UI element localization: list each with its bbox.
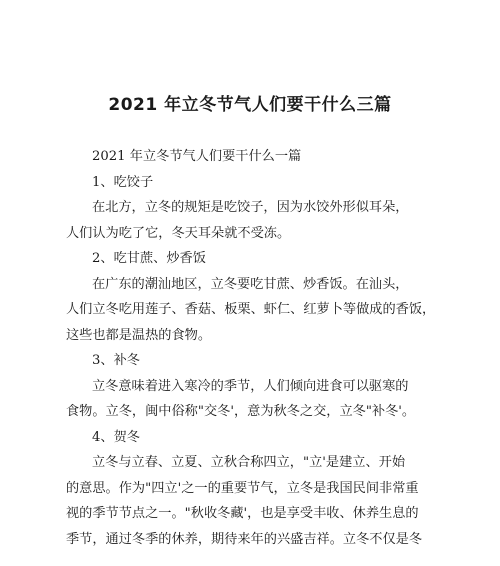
body-line: 2、吃甘蔗、炒香饭: [92, 251, 206, 266]
body-line: 在广东的潮汕地区，立冬要吃甘蔗、炒香饭。在汕头，: [92, 276, 409, 292]
document-subtitle: 2021 年立冬节气人们要干什么一篇: [92, 149, 302, 164]
body-line: 人们认为吃了它，冬天耳朵就不受冻。: [66, 225, 291, 241]
body-line: 立冬与立春、立夏、立秋合称四立，"立'是建立、开始: [92, 455, 406, 470]
document-title: 2021 年立冬节气人们要干什么三篇: [108, 95, 392, 115]
body-line: 在北方，立冬的规矩是吃饺子，因为水饺外形似耳朵，: [92, 200, 409, 215]
body-line: 季节，通过冬季的休养，期待来年的兴盛吉祥。立冬不仅是冬: [66, 531, 423, 547]
body-line: 这些也都是温热的食物。: [66, 327, 212, 343]
body-line: 立冬意味着进入寒冷的季节，人们倾向进食可以驱寒的: [92, 378, 409, 394]
body-line: 1、吃饺子: [92, 174, 154, 190]
body-line: 的意思。作为"四立'之一的重要节气，立冬是我国民间非常重: [66, 480, 419, 496]
body-line: 视的季节节点之一。"秋收冬藏'，也是享受丰收、休养生息的: [66, 506, 419, 521]
body-line: 人们立冬吃用莲子、香菇、板栗、虾仁、红萝卜等做成的香饭，: [66, 302, 436, 317]
document-body: [66, 144, 444, 552]
body-line: 4、贺冬: [92, 429, 140, 445]
body-line: 3、补冬: [92, 353, 140, 368]
body-line: 食物。立冬，闽中俗称"交冬'，意为秋冬之交，立冬"补冬'。: [66, 404, 416, 419]
